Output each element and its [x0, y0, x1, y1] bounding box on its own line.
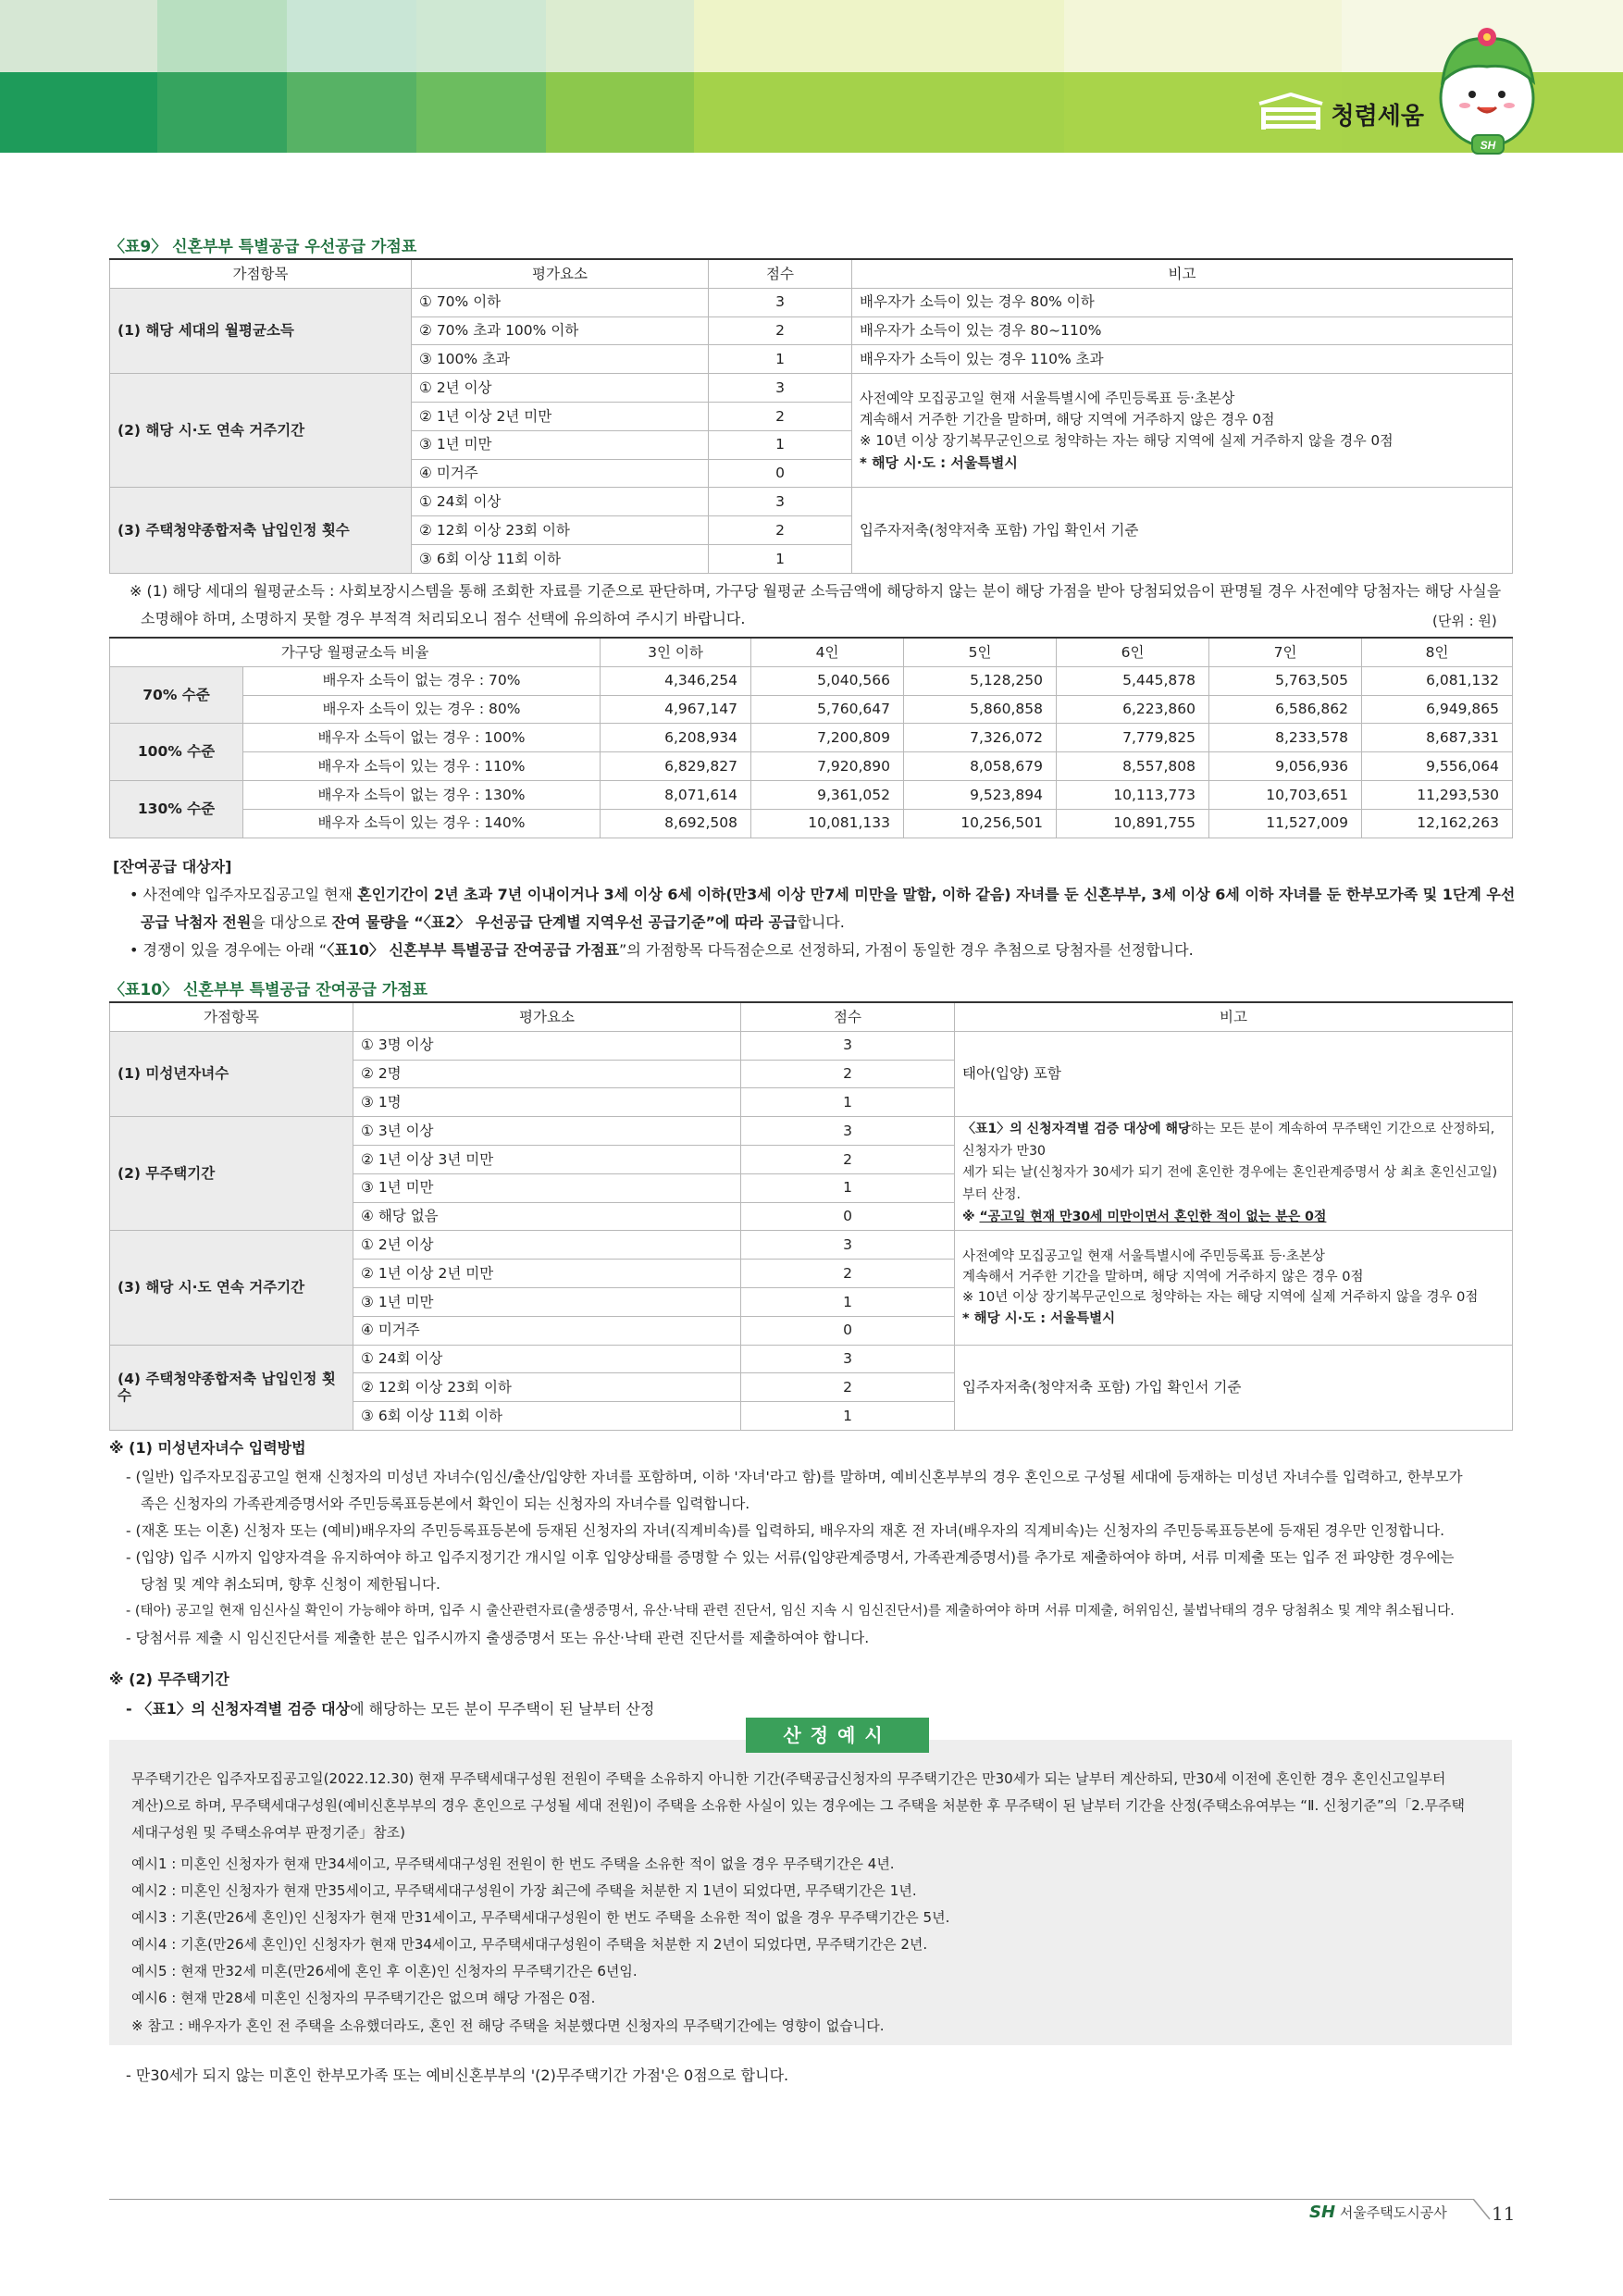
value-cell: 7,920,890	[751, 752, 904, 781]
score-cell: 1	[709, 544, 852, 573]
table9	[109, 258, 1513, 574]
factor-cell: ① 24회 이상	[412, 488, 709, 516]
factor-cell: ① 2년 이상	[412, 374, 709, 403]
score-cell: 2	[709, 402, 852, 430]
text-run: • 경쟁이 있을 경우에는 아래 “	[130, 941, 328, 959]
score-cell: 3	[709, 374, 852, 403]
remaining-heading: [잔여공급 대상자]	[113, 858, 232, 875]
calculation-example-box	[109, 1740, 1512, 2045]
score-cell: 0	[741, 1202, 955, 1231]
label-cell	[243, 666, 601, 695]
note-cell: 배우자가 소득이 있는 경우 80% 이하	[852, 288, 1513, 316]
score-cell: 2	[741, 1260, 955, 1288]
table-row	[110, 488, 1513, 516]
score-cell: 2	[741, 1145, 955, 1173]
text-run: 〈표1〉의 신청자격별 검증 대상에 해당	[962, 1121, 1191, 1136]
col-header: 점수	[709, 259, 852, 288]
score-cell: 1	[741, 1088, 955, 1117]
color-swatch	[694, 72, 1064, 153]
table-row	[110, 666, 1513, 695]
value-cell: 9,361,052	[751, 780, 904, 809]
col-header: 가점항목	[110, 1002, 353, 1031]
factor-cell: ③ 1년 미만	[353, 1287, 741, 1316]
factor-cell: ④ 해당 없음	[353, 1202, 741, 1231]
text-run: 잔여 물량을 “〈표2〉 우선공급 단계별 지역우선 공급기준”에 따라 공급	[331, 913, 798, 931]
level-cell: 70% 수준	[110, 666, 243, 724]
example-list	[131, 1851, 1496, 2012]
note-cell: 입주자저축(청약저축 포함) 가입 확인서 기준	[852, 488, 1513, 573]
score-cell: 3	[741, 1117, 955, 1146]
note-line: * 해당 시·도 : 서울특별시	[962, 1310, 1116, 1326]
note-line: 족은 신청자의 가족관계증명서와 주민등록표등본에서 확인이 되는 신청자의 자녀수를 입력합니다.	[141, 1496, 750, 1512]
col-header: 점수	[741, 1002, 955, 1031]
col-header: 가구당 월평균소득 비율	[110, 638, 601, 666]
score-cell: 3	[709, 288, 852, 316]
value-cell: 4,967,147	[601, 695, 751, 724]
score-cell: 1	[741, 1287, 955, 1316]
value-cell: 5,760,647	[751, 695, 904, 724]
table-row	[110, 1031, 1513, 1060]
value-cell: 8,687,331	[1362, 724, 1513, 752]
note-cell	[852, 374, 1513, 488]
value-cell: 8,692,508	[601, 809, 751, 838]
value-cell: 10,703,651	[1209, 780, 1362, 809]
factor-cell: ③ 1년 미만	[353, 1173, 741, 1202]
color-swatch	[157, 0, 287, 72]
note-line: - (입양) 입주 시까지 입양자격을 유지하여야 하고 입주지정기간 개시일 이후 입양상태를 증명할 수 있는 서류(입양관계증명서, 가족관계증명서)를 추가로 제출하여야 하며, 서류 미제출 또는 입주 전 파양한 경우에는	[126, 1549, 1455, 1566]
col-header: 비고	[955, 1002, 1513, 1031]
factor-cell: ② 1년 이상 2년 미만	[412, 402, 709, 430]
note-line	[962, 1207, 1505, 1229]
homeless-line	[126, 1695, 654, 1723]
remaining-bullet-1	[130, 881, 1518, 937]
bullet-line	[130, 909, 1518, 937]
factor-cell: ② 1년 이상 2년 미만	[353, 1260, 741, 1288]
note-line: - (일반) 입주자모집공고일 현재 신청자의 미성년 자녀수(임신/출산/입양한 자녀를 포함하며, 이하 '자녀'라고 함)를 말하며, 예비신혼부부의 경우 혼인으로 구성될 세대에 등재하는 미성년 자녀수를 입력하고, 한부모가	[126, 1469, 1463, 1485]
factor-cell: ① 70% 이하	[412, 288, 709, 316]
example-tag: 산정예시	[746, 1718, 929, 1753]
col-header: 5인	[904, 638, 1057, 666]
col-header: 4인	[751, 638, 904, 666]
col-header: 6인	[1057, 638, 1209, 666]
note-cell: 태아(입양) 포함	[955, 1031, 1513, 1116]
value-cell: 6,208,934	[601, 724, 751, 752]
note-cell	[955, 1231, 1513, 1345]
score-cell: 1	[741, 1402, 955, 1431]
col-header: 가점항목	[110, 259, 412, 288]
value-cell: 9,523,894	[904, 780, 1057, 809]
income-table	[109, 637, 1513, 838]
divider-slash-icon	[1471, 2199, 1492, 2221]
value-cell: 6,586,862	[1209, 695, 1362, 724]
example-ref-note: ※ 참고 : 배우자가 혼인 전 주택을 소유했더라도, 혼인 전 해당 주택을 처분했다면 신청자의 무주택기간에는 영향이 없습니다.	[131, 2017, 885, 2034]
color-swatch	[416, 72, 546, 153]
intro-line: 계산)으로 하며, 무주택세대구성원(예비신혼부부의 경우 혼인으로 구성될 세대 전원)이 주택을 소유한 사실이 있는 경우에는 그 주택을 처분한 후 무주택이 된 날부터 기간을 산정(주택소유여부는 “Ⅱ. 신청기준”의「2.무주택	[131, 1797, 1465, 1814]
value-cell: 5,763,505	[1209, 666, 1362, 695]
text-run: 혼인기간이 2년 초과 7년 이내이거나 3세 이상 6세 이하(만3세 이상 만7세 미만을 말함, 이하 같음) 자녀를 둔 신혼부부, 3세 이상 6세 이하 자녀를 둔 한부모가족 및 1단계 우선	[357, 886, 1516, 903]
table9-footnote	[130, 577, 1518, 633]
value-cell: 6,949,865	[1362, 695, 1513, 724]
category-cell: (1) 미성년자녀수	[110, 1031, 353, 1116]
table-row	[110, 780, 1513, 809]
col-header: 비고	[852, 259, 1513, 288]
table-row	[110, 1231, 1513, 1260]
value-cell: 5,445,878	[1057, 666, 1209, 695]
minor-children-heading: ※ (1) 미성년자녀수 입력방법	[109, 1439, 306, 1457]
value-cell: 7,779,825	[1057, 724, 1209, 752]
value-cell: 11,527,009	[1209, 809, 1362, 838]
income-ratio-label: 배우자 소득이 없는 경우 : 70%	[322, 672, 521, 689]
table-row	[110, 1117, 1513, 1146]
label-cell: 배우자 소득이 없는 경우 : 100%	[243, 724, 601, 752]
table10-title: 〈표10〉 신혼부부 특별공급 잔여공급 가점표	[109, 981, 428, 999]
text-run: 하는 모든 분이 계속하여 무주택인 기간으로 산정하되, 신청자가 만30	[962, 1121, 1495, 1159]
factor-cell: ① 2년 이상	[353, 1231, 741, 1260]
value-cell: 11,293,530	[1362, 780, 1513, 809]
category-cell: (2) 무주택기간	[110, 1117, 353, 1231]
note-cell: 배우자가 소득이 있는 경우 110% 초과	[852, 345, 1513, 374]
remaining-bullet-2	[130, 937, 1518, 964]
value-cell: 8,233,578	[1209, 724, 1362, 752]
score-cell: 2	[709, 516, 852, 545]
note-line: 계속해서 거주한 기간을 말하며, 해당 지역에 거주하지 않은 경우 0점	[962, 1270, 1364, 1285]
score-cell: 2	[741, 1373, 955, 1402]
brand-logo	[1258, 93, 1424, 135]
example-item: 예시1 : 미혼인 신청자가 현재 만34세이고, 무주택세대구성원 전원이 한 번도 주택을 소유한 적이 없을 경우 무주택기간은 4년.	[131, 1855, 895, 1872]
factor-cell: ② 70% 초과 100% 이하	[412, 316, 709, 345]
col-header: 8인	[1362, 638, 1513, 666]
note-line: 당첨 및 계약 취소되며, 향후 신청이 제한됩니다.	[141, 1576, 440, 1593]
factor-cell: ② 2명	[353, 1060, 741, 1088]
score-cell: 3	[709, 488, 852, 516]
note-cell: 배우자가 소득이 있는 경우 80~110%	[852, 316, 1513, 345]
score-cell: 1	[741, 1173, 955, 1202]
value-cell: 8,071,614	[601, 780, 751, 809]
value-cell: 10,256,501	[904, 809, 1057, 838]
score-cell: 2	[709, 316, 852, 345]
intro-line: 세대구성원 및 주택소유여부 판정기준」참조)	[131, 1824, 405, 1841]
color-swatch	[157, 72, 287, 153]
value-cell: 5,128,250	[904, 666, 1057, 695]
table-header-row	[110, 638, 1513, 666]
color-swatch	[694, 0, 1064, 72]
table-row	[110, 695, 1513, 724]
text-run: 에 해당하는 모든 분이 무주택이 된 날부터 산정	[350, 1700, 655, 1718]
factor-cell: ① 3년 이상	[353, 1117, 741, 1146]
label-cell: 배우자 소득이 있는 경우 : 140%	[243, 809, 601, 838]
label-cell: 배우자 소득이 있는 경우 : 80%	[243, 695, 601, 724]
score-cell: 1	[709, 345, 852, 374]
value-cell: 4,346,254	[601, 666, 751, 695]
category-cell: (3) 해당 시·도 연속 거주기간	[110, 1231, 353, 1345]
footer-logo	[1309, 2203, 1447, 2222]
example-intro	[131, 1766, 1496, 1846]
label-cell: 배우자 소득이 없는 경우 : 130%	[243, 780, 601, 809]
note-line: ※ 10년 이상 장기복무군인으로 청약하는 자는 해당 지역에 실제 거주하지 않을 경우 0점	[860, 432, 1394, 450]
value-cell: 10,891,755	[1057, 809, 1209, 838]
text-run: ”의 가점항목 다득점순으로 선정하되, 가점이 동일한 경우 추첨으로 당첨자를 선정합니다.	[619, 941, 1194, 959]
note-line: * 해당 시·도 : 서울특별시	[860, 453, 1018, 471]
final-note: - 만30세가 되지 않는 미혼인 한부모가족 또는 예비신혼부부의 '(2)무주택기간 가점'은 0점으로 합니다.	[126, 2066, 789, 2084]
color-swatch	[546, 0, 694, 72]
table-row	[110, 288, 1513, 316]
factor-cell: ④ 미거주	[412, 459, 709, 488]
text-run: ※	[962, 1209, 980, 1224]
col-header: 7인	[1209, 638, 1362, 666]
color-swatch	[416, 0, 546, 72]
text-run: - 〈표1〉의 신청자격별 검증 대상	[126, 1700, 351, 1718]
text-run: 세가 되는 날(신청자가 30세가 되기 전에 혼인한 경우에는 혼인관계증명서 상 최초 혼인신고일)부터 산정.	[962, 1165, 1498, 1203]
factor-cell: ③ 6회 이상 11회 이하	[353, 1402, 741, 1431]
note-line: - (재혼 또는 이혼) 신청자 또는 (예비)배우자의 주민등록표등본에 등재된 신청자의 자녀(직계비속)를 입력하되, 배우자의 재혼 전 자녀(배우자의 직계비속)는 신청자의 주민등록표등본에 등재된 경우만 인정합니다.	[126, 1522, 1445, 1539]
color-swatch	[1064, 0, 1342, 72]
factor-cell: ③ 1년 미만	[412, 430, 709, 459]
homeless-heading: ※ (2) 무주택기간	[109, 1670, 229, 1688]
factor-cell: ③ 100% 초과	[412, 345, 709, 374]
note-cell	[955, 1117, 1513, 1231]
mascot-character-icon	[1430, 26, 1550, 155]
score-cell: 0	[709, 459, 852, 488]
table-row	[110, 724, 1513, 752]
example-item: 예시5 : 현재 만32세 미혼(만26세에 혼인 후 이혼)인 신청자의 무주택기간은 6년임.	[131, 1963, 638, 1980]
score-cell: 0	[741, 1316, 955, 1345]
value-cell: 6,829,827	[601, 752, 751, 781]
value-cell: 8,557,808	[1057, 752, 1209, 781]
value-cell: 9,056,936	[1209, 752, 1362, 781]
table10	[109, 1001, 1513, 1431]
example-item: 예시6 : 현재 만28세 미혼인 신청자의 무주택기간은 없으며 해당 가점은 0점.	[131, 1990, 596, 2006]
col-header: 3인 이하	[601, 638, 751, 666]
text-run: 합니다.	[797, 913, 845, 931]
score-cell: 3	[741, 1231, 955, 1260]
level-cell: 130% 수준	[110, 780, 243, 838]
color-swatch	[546, 72, 694, 153]
factor-cell: ① 3명 이상	[353, 1031, 741, 1060]
factor-cell: ③ 6회 이상 11회 이하	[412, 544, 709, 573]
value-cell: 8,058,679	[904, 752, 1057, 781]
example-item: 예시3 : 기혼(만26세 혼인)인 신청자가 현재 만31세이고, 무주택세대구성원이 한 번도 주택을 소유한 적이 없을 경우 무주택기간은 5년.	[131, 1909, 950, 1926]
mascot-badge: SH	[1480, 139, 1496, 152]
value-cell: 7,200,809	[751, 724, 904, 752]
footer-divider	[109, 2199, 1474, 2200]
category-cell: (3) 주택청약종합저축 납입인정 횟수	[110, 488, 412, 573]
company-name: 서울주택도시공사	[1339, 2204, 1447, 2221]
color-swatch	[0, 0, 157, 72]
category-cell: (1) 해당 세대의 월평균소득	[110, 288, 412, 373]
value-cell: 10,113,773	[1057, 780, 1209, 809]
company-logo-mark: SH	[1309, 2203, 1336, 2222]
header-color-band-top	[0, 0, 1623, 72]
level-cell: 100% 수준	[110, 724, 243, 781]
value-cell: 7,326,072	[904, 724, 1057, 752]
value-cell: 9,556,064	[1362, 752, 1513, 781]
value-cell: 5,040,566	[751, 666, 904, 695]
example-item: 예시4 : 기혼(만26세 혼인)인 신청자가 현재 만34세이고, 무주택세대구성원이 주택을 처분한 지 2년이 되었다면, 무주택기간은 2년.	[131, 1936, 928, 1953]
table-row	[110, 374, 1513, 403]
page-number: 11	[1492, 2203, 1516, 2225]
factor-cell: ② 12회 이상 23회 이하	[412, 516, 709, 545]
page-header	[0, 0, 1623, 153]
value-cell: 6,223,860	[1057, 695, 1209, 724]
color-swatch	[0, 72, 157, 153]
note-cell: 입주자저축(청약저축 포함) 가입 확인서 기준	[955, 1345, 1513, 1430]
value-cell: 6,081,132	[1362, 666, 1513, 695]
factor-cell: ② 12회 이상 23회 이하	[353, 1373, 741, 1402]
note-line: - 당첨서류 제출 시 임신진단서를 제출한 분은 입주시까지 출생증명서 또는 유산·낙태 관련 진단서를 제출하여야 합니다.	[126, 1630, 870, 1646]
footnote-line: ※ (1) 해당 세대의 월평균소득 : 사회보장시스템을 통해 조회한 자료를 기준으로 판단하며, 가구당 월평균 소득금액에 해당하지 않는 분이 해당 가점을 받아 당첨되었음이 판명될 경우 사전예약 당첨자는 해당 사실을	[130, 582, 1502, 600]
brand-label: 청렴세움	[1331, 102, 1424, 130]
score-cell: 2	[741, 1060, 955, 1088]
table9-title: 〈표9〉 신혼부부 특별공급 우선공급 가점표	[109, 238, 417, 256]
factor-cell: ② 1년 이상 3년 미만	[353, 1145, 741, 1173]
building-icon	[1258, 93, 1324, 135]
score-cell: 1	[709, 430, 852, 459]
factor-cell: ③ 1명	[353, 1088, 741, 1117]
table-row	[110, 809, 1513, 838]
note-line: ※ 10년 이상 장기복무군인으로 청약하는 자는 해당 지역에 실제 거주하지 않을 경우 0점	[962, 1290, 1479, 1306]
col-header: 평가요소	[412, 259, 709, 288]
score-cell: 3	[741, 1345, 955, 1373]
note-line: 사전예약 모집공고일 현재 서울특별시에 주민등록표 등·초본상	[860, 389, 1235, 406]
col-header: 평가요소	[353, 1002, 741, 1031]
factor-cell: ④ 미거주	[353, 1316, 741, 1345]
table-row	[110, 752, 1513, 781]
intro-line: 무주택기간은 입주자모집공고일(2022.12.30) 현재 무주택세대구성원 전원이 주택을 소유하지 아니한 기간(주택공급신청자의 무주택기간은 만30세가 되는 날부터 계산하되, 만30세 이전에 혼인한 경우 혼인신고일부터	[131, 1770, 1446, 1787]
note-line: 계속해서 거주한 기간을 말하며, 해당 지역에 거주하지 않은 경우 0점	[860, 411, 1275, 428]
text-run: “공고일 현재 만30세 미만이면서 혼인한 적이 없는 분은 0점	[979, 1209, 1327, 1224]
minor-children-notes	[126, 1464, 1523, 1652]
text-run: 을 대상으로	[251, 913, 332, 931]
category-cell: (4) 주택청약종합저축 납입인정 횟수	[110, 1345, 353, 1430]
category-cell: (2) 해당 시·도 연속 거주기간	[110, 374, 412, 488]
table-header-row	[110, 259, 1513, 288]
color-swatch	[287, 72, 416, 153]
color-swatch	[287, 0, 416, 72]
text-run: 공급 낙첨자 전원	[141, 913, 252, 931]
value-cell: 12,162,263	[1362, 809, 1513, 838]
value-cell: 5,860,858	[904, 695, 1057, 724]
unit-label: (단위 : 원)	[1432, 613, 1497, 629]
text-run: • 사전예약 입주자모집공고일 현재	[130, 886, 358, 903]
example-item: 예시2 : 미혼인 신청자가 현재 만35세이고, 무주택세대구성원이 가장 최근에 주택을 처분한 지 1년이 되었다면, 무주택기간은 1년.	[131, 1882, 917, 1899]
bullet-line	[130, 881, 1518, 909]
table-row	[110, 1345, 1513, 1373]
footnote-line: 소명해야 하며, 소명하지 못할 경우 부적격 처리되오니 점수 선택에 유의하여 주시기 바랍니다.	[141, 610, 746, 627]
note-line: 사전예약 모집공고일 현재 서울특별시에 주민등록표 등·초본상	[962, 1248, 1325, 1264]
note-line: - (태아) 공고일 현재 임신사실 확인이 가능해야 하며, 입주 시 출산관련자료(출생증명서, 유산·낙태 관련 진단서, 임신 지속 시 임신진단서)를 제출하여야 하며 서류 미제출, 허위임신, 불법낙태의 경우 당첨취소 및 계약 취소됩니다.	[126, 1604, 1455, 1619]
text-run: 〈표10〉 신혼부부 특별공급 잔여공급 가점표	[327, 941, 620, 959]
table-header-row	[110, 1002, 1513, 1031]
factor-cell: ① 24회 이상	[353, 1345, 741, 1373]
score-cell: 3	[741, 1031, 955, 1060]
value-cell: 10,081,133	[751, 809, 904, 838]
label-cell: 배우자 소득이 있는 경우 : 110%	[243, 752, 601, 781]
